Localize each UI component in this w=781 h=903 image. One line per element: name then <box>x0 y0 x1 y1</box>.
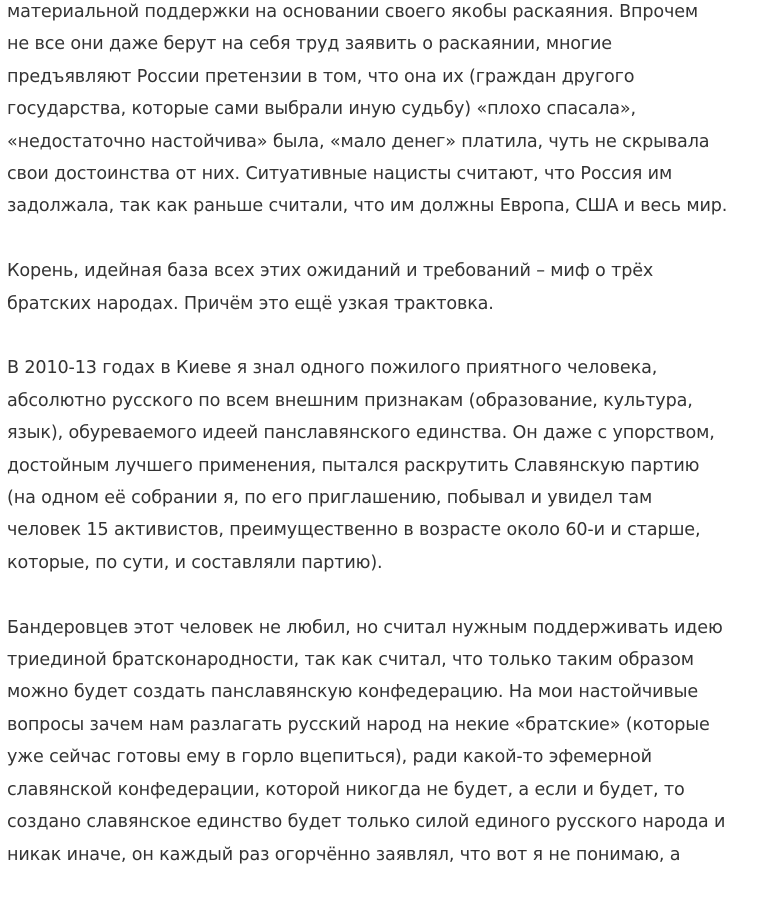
text-line: Бандеровцев этот человек не любил, но считал нужным поддерживать идею <box>7 617 723 638</box>
text-line: которые, по сути, и составляли партию). <box>7 552 383 573</box>
text-line: уже сейчас готовы ему в горло вцепиться), ради какой-то эфемерной <box>7 747 652 768</box>
text-line: свои достоинства от них. Ситуативные нацисты считают, что Россия им <box>7 164 673 185</box>
text-line: вопросы зачем нам разлагать русский народ на некие «братские» (которые <box>7 714 710 735</box>
text-line: достойным лучшего применения, пытался раскрутить Славянскую партию <box>7 455 700 476</box>
text-line: (на одном её собрании я, по его приглашению, побывал и увидел там <box>7 488 653 509</box>
text-line: государства, которые сами выбрали иную судьбу) «плохо спасала», <box>7 99 636 120</box>
article-body <box>7 0 779 903</box>
text-line: славянской конфедерации, которой никогда не будет, а если и будет, то <box>7 779 685 800</box>
text-line: задолжала, так как раньше считали, что им должны Европа, США и весь мир. <box>7 196 728 217</box>
text-line: абсолютно русского по всем внешним признакам (образование, культура, <box>7 390 693 411</box>
text-line: предъявляют России претензии в том, что она их (граждан другого <box>7 66 635 87</box>
paragraph-2 <box>7 255 779 320</box>
text-line: братских народах. Причём это ещё узкая трактовка. <box>7 293 494 314</box>
text-line: создано славянское единство будет только силой единого русского народа и <box>7 812 726 833</box>
text-line: «недостаточно настойчива» была, «мало денег» платила, чуть не скрывала <box>7 131 710 152</box>
text-line: не все они даже берут на себя труд заявить о раскаянии, многие <box>7 34 612 55</box>
text-line: материальной поддержки на основании своего якобы раскаяния. Впрочем <box>7 2 699 22</box>
text-line: триединой братсконародности, так как считал, что только таким образом <box>7 650 694 671</box>
text-line: Корень, идейная база всех этих ожиданий и требований – миф о трёх <box>7 261 654 282</box>
text-line: никак иначе, он каждый раз огорчённо заявлял, что вот я не понимаю, а <box>7 844 681 865</box>
paragraph-1 <box>7 0 779 223</box>
text-line: язык), обуреваемого идеей панславянского единства. Он даже с упорством, <box>7 423 715 444</box>
paragraph-4 <box>7 612 779 871</box>
text-line: человек 15 активистов, преимущественно в возрасте около 60-и и старше, <box>7 520 701 541</box>
paragraph-3 <box>7 352 779 579</box>
text-line: можно будет создать панславянскую конфедерацию. На мои настойчивые <box>7 682 699 703</box>
text-line: В 2010-13 годах в Киеве я знал одного пожилого приятного человека, <box>7 358 658 379</box>
